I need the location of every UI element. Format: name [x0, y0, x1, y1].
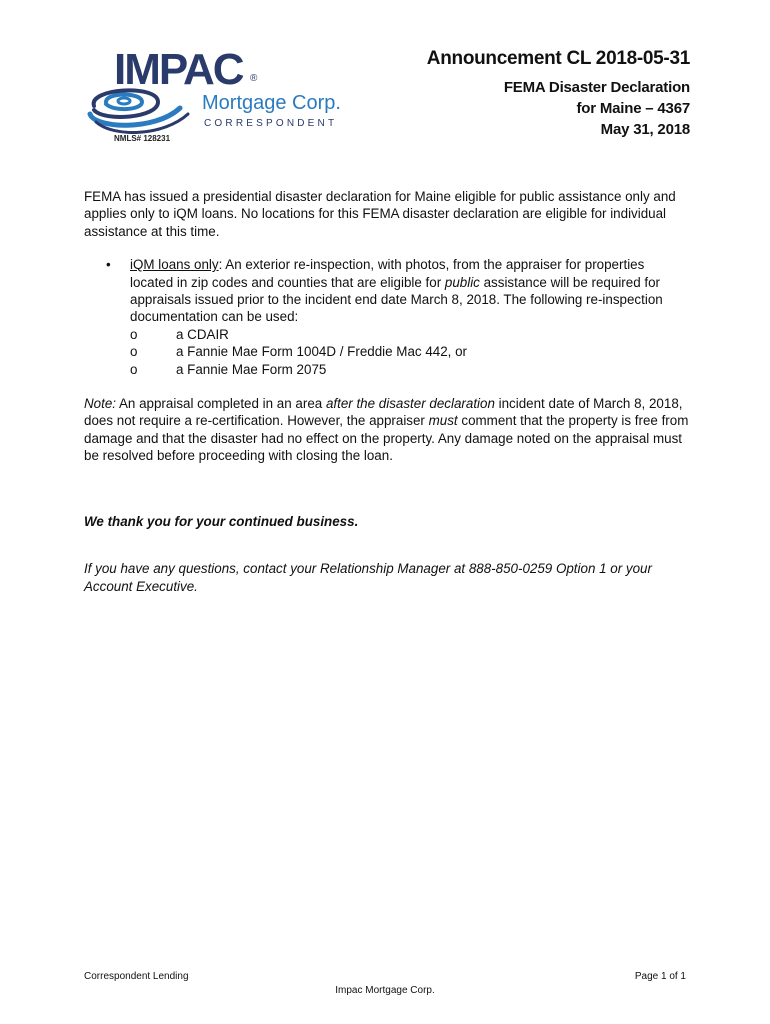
footer-page-number: Page 1 of 1	[634, 971, 686, 982]
impac-logo	[84, 44, 364, 154]
bullet-text-a: : An exterior re-inspection, with photos, from the appraiser for properties located in zip codes and counties that are eligible for	[130, 257, 645, 290]
sub-bullet-marker: o	[130, 361, 138, 377]
bullet-lead: iQM loans only	[130, 257, 219, 273]
footer-department: Correspondent Lending	[84, 971, 189, 982]
contact-paragraph: If you have any questions, contact your Relationship Manager at 888-850-0259 Option 1 or your Account Executive.	[84, 561, 652, 594]
footer-company: Impac Mortgage Corp.	[335, 985, 435, 996]
bullet-emph: public	[444, 274, 480, 290]
sub-list-item: o a CDAIR	[130, 326, 229, 342]
sub-list-item: o a Fannie Mae Form 2075	[130, 361, 327, 377]
bullet-marker: •	[106, 257, 111, 273]
sub-list	[130, 326, 690, 378]
header-line-1: FEMA Disaster Declaration	[503, 79, 690, 96]
announcement-header	[427, 48, 690, 140]
note-label: Note:	[84, 396, 117, 412]
announcement-title: Announcement CL 2018-05-31	[426, 48, 690, 69]
header-date: May 31, 2018	[600, 121, 690, 138]
logo-registered: ®	[250, 73, 258, 84]
logo-nmls: NMLS# 128231	[114, 134, 171, 143]
sub-bullet-marker: o	[130, 344, 138, 360]
logo-division: CORRESPONDENT	[204, 118, 338, 129]
intro-paragraph: FEMA has issued a presidential disaster declaration for Maine eligible for public assistance only and applies only to iQM loans. No locations for this FEMA disaster declaration are eligible for individual assistance at this time.	[84, 189, 676, 239]
logo-company: Mortgage Corp.	[202, 92, 341, 114]
bullet-item	[84, 256, 690, 378]
announcement-body	[84, 188, 690, 595]
sub-list-item: o a Fannie Mae Form 1004D / Freddie Mac 442, or	[130, 344, 468, 360]
sub-bullet-marker: o	[130, 326, 138, 342]
header-line-2: for Maine – 4367	[576, 100, 690, 117]
logo-brand: IMPAC	[114, 45, 243, 94]
ripple-icon	[90, 90, 188, 132]
bullet-text-b: assistance will be required for appraisals issued prior to the incident end date March 8, 2018. The following re-inspection documentation can be used:	[130, 274, 663, 325]
note-paragraph: Note: An appraisal completed in an area after the disaster declaration incident date of March 8, 2018, does not require a re-certification. However, the appraiser must comment that the property is free from damage and that the disaster had no effect on the property. Any damage noted on the appraisal must be resolved before proceeding with closing the loan.	[84, 396, 689, 464]
thanks-line: We thank you for your continued business.	[84, 513, 359, 529]
